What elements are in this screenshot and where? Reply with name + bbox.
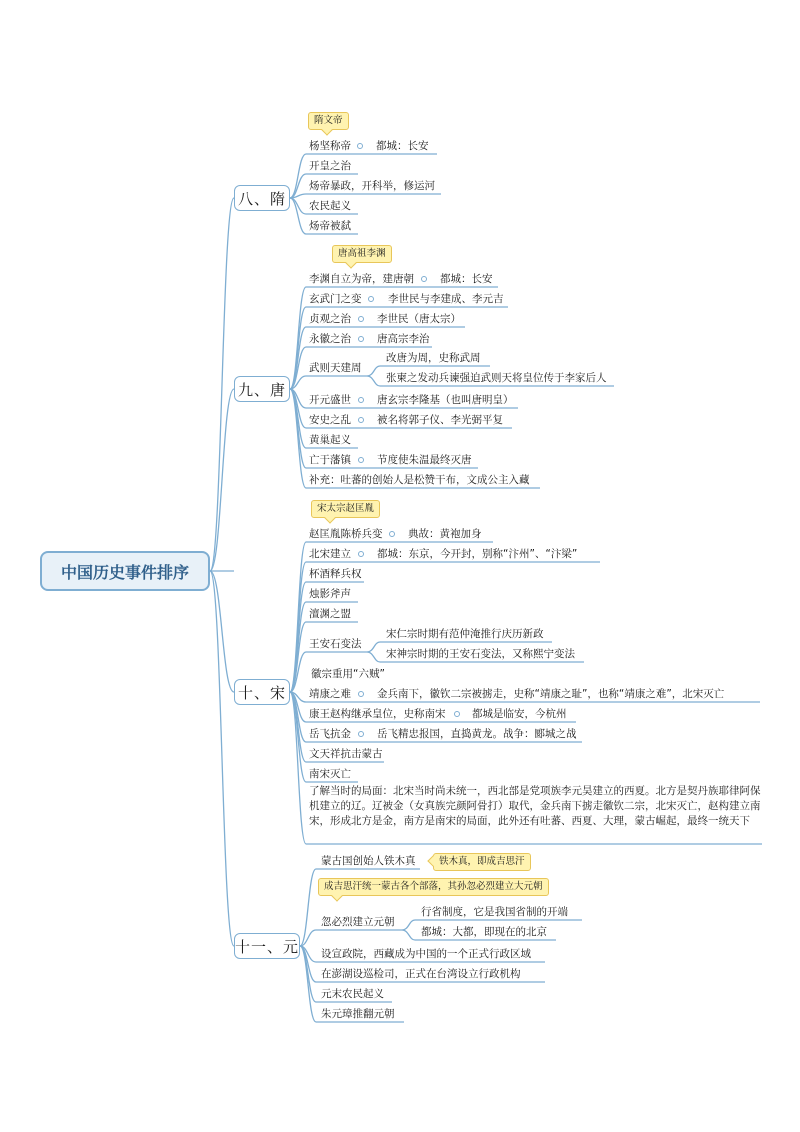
tang-item-3: 永徽之治 — [309, 333, 351, 345]
link-dot-icon — [358, 691, 364, 697]
sui-item-2: 炀帝暴政，开科举，修运河 — [309, 180, 435, 192]
song-item-8: 康王赵构继承皇位，史称南宋 — [309, 708, 446, 720]
yuan-note-1: 铁木真，即成吉思汗 — [433, 853, 531, 871]
root-topic: 中国历史事件排序 — [40, 551, 210, 591]
branch-sui: 八、隋 — [234, 185, 290, 211]
tang-item-1-detail: 李世民与李建成、李元吉 — [388, 293, 504, 305]
song-item-0-detail: 典故：黄袍加身 — [408, 528, 482, 540]
tang-item-7: 黄巢起义 — [309, 434, 351, 446]
tang-item-6-detail: 被名将郭子仪、李光弼平复 — [377, 414, 503, 426]
song-item-6: 徽宗重用“六贼” — [311, 668, 385, 680]
song-item-12: 了解当时的局面：北宋当时尚未统一，西北部是党项族李元昊建立的西夏。北方是契丹族耶律阿保机建立的辽。辽被金（女真族完颜阿骨打）取代，金兵南下掳走徽钦二宗，北宋灭亡，赵构建立南宋，形成北方是金，南方是南宋的局面，此外还有吐蕃、西夏、大理，蒙古崛起，最终一统天下 — [309, 785, 761, 827]
song-item-3: 烛影斧声 — [309, 588, 351, 600]
yuan-item-0: 蒙古国创始人铁木真 — [321, 855, 416, 867]
song-note: 宋太宗赵匡胤 — [311, 500, 380, 518]
tang-item-6: 安史之乱 — [309, 414, 351, 426]
sui-item-4: 炀帝被弑 — [309, 220, 351, 232]
song-item-4: 澶渊之盟 — [309, 608, 351, 620]
song-item-9: 岳飞抗金 — [309, 728, 351, 740]
link-dot-icon — [454, 711, 460, 717]
link-dot-icon — [368, 296, 374, 302]
tang-item-8-detail: 节度使朱温最终灭唐 — [377, 454, 472, 466]
yuan-item-1-sub-1: 都城：大都，即现在的北京 — [421, 926, 547, 938]
song-item-10: 文天祥抗击蒙古 — [309, 748, 383, 760]
sui-item-0-detail: 都城：长安 — [376, 140, 429, 152]
song-item-7: 靖康之难 — [309, 688, 351, 700]
tang-item-1: 玄武门之变 — [309, 293, 362, 305]
tang-item-9: 补充：吐蕃的创始人是松赞干布，文成公主入藏 — [309, 474, 530, 486]
tang-item-4: 武则天建周 — [309, 362, 362, 374]
sui-item-0: 杨坚称帝 — [309, 140, 351, 152]
song-item-5: 王安石变法 — [309, 638, 362, 650]
link-dot-icon — [357, 143, 363, 149]
tang-item-8: 亡于藩镇 — [309, 454, 351, 466]
sui-note: 隋文帝 — [308, 112, 349, 130]
link-dot-icon — [358, 551, 364, 557]
yuan-item-4: 元末农民起义 — [321, 988, 384, 1000]
sui-item-1: 开皇之治 — [309, 160, 351, 172]
yuan-item-1: 忽必烈建立元朝 — [321, 916, 395, 928]
link-dot-icon — [358, 417, 364, 423]
link-dot-icon — [421, 276, 427, 282]
link-dot-icon — [358, 731, 364, 737]
song-item-0: 赵匡胤陈桥兵变 — [309, 528, 383, 540]
yuan-note-2: 成吉思汗统一蒙古各个部落，其孙忽必烈建立大元朝 — [318, 878, 549, 896]
yuan-item-5: 朱元璋推翻元朝 — [321, 1008, 395, 1020]
branch-tang: 九、唐 — [234, 376, 290, 402]
song-item-1-detail: 都城：东京，今开封，别称“汴州”、“汴梁” — [377, 548, 578, 560]
song-item-7-detail: 金兵南下，徽钦二宗被掳走，史称“靖康之耻”，也称“靖康之难”，北宋灭亡 — [377, 688, 725, 700]
tang-item-4-sub-1: 张柬之发动兵谏强迫武则天将皇位传于李家后人 — [386, 372, 607, 384]
tang-item-4-sub-0: 改唐为周，史称武周 — [386, 352, 481, 364]
song-item-2: 杯酒释兵权 — [309, 568, 362, 580]
link-dot-icon — [358, 457, 364, 463]
branch-yuan: 十一、元 — [234, 933, 300, 959]
yuan-item-1-sub-0: 行省制度，它是我国省制的开端 — [421, 906, 568, 918]
song-item-1: 北宋建立 — [309, 548, 351, 560]
song-item-5-sub-0: 宋仁宗时期有范仲淹推行庆历新政 — [386, 628, 544, 640]
song-item-8-detail: 都城是临安，今杭州 — [472, 708, 567, 720]
sui-item-3: 农民起义 — [309, 200, 351, 212]
yuan-item-3: 在澎湖设巡检司，正式在台湾设立行政机构 — [321, 968, 521, 980]
tang-item-3-detail: 唐高宗李治 — [377, 333, 430, 345]
tang-item-5: 开元盛世 — [309, 394, 351, 406]
link-dot-icon — [358, 397, 364, 403]
tang-note: 唐高祖李渊 — [332, 245, 392, 263]
link-dot-icon — [358, 316, 364, 322]
tang-item-5-detail: 唐玄宗李隆基（也叫唐明皇） — [377, 394, 514, 406]
link-dot-icon — [358, 336, 364, 342]
link-dot-icon — [389, 531, 395, 537]
song-item-11: 南宋灭亡 — [309, 768, 351, 780]
tang-item-0: 李渊自立为帝，建唐朝 — [309, 273, 414, 285]
song-item-5-sub-1: 宋神宗时期的王安石变法，又称熙宁变法 — [386, 648, 575, 660]
branch-song: 十、宋 — [234, 679, 290, 705]
song-item-9-detail: 岳飞精忠报国，直捣黄龙。战争：郾城之战 — [377, 728, 577, 740]
tang-item-2-detail: 李世民（唐太宗） — [377, 313, 461, 325]
tang-item-0-detail: 都城：长安 — [440, 273, 493, 285]
tang-item-2: 贞观之治 — [309, 313, 351, 325]
yuan-item-2: 设宣政院，西藏成为中国的一个正式行政区域 — [321, 948, 531, 960]
